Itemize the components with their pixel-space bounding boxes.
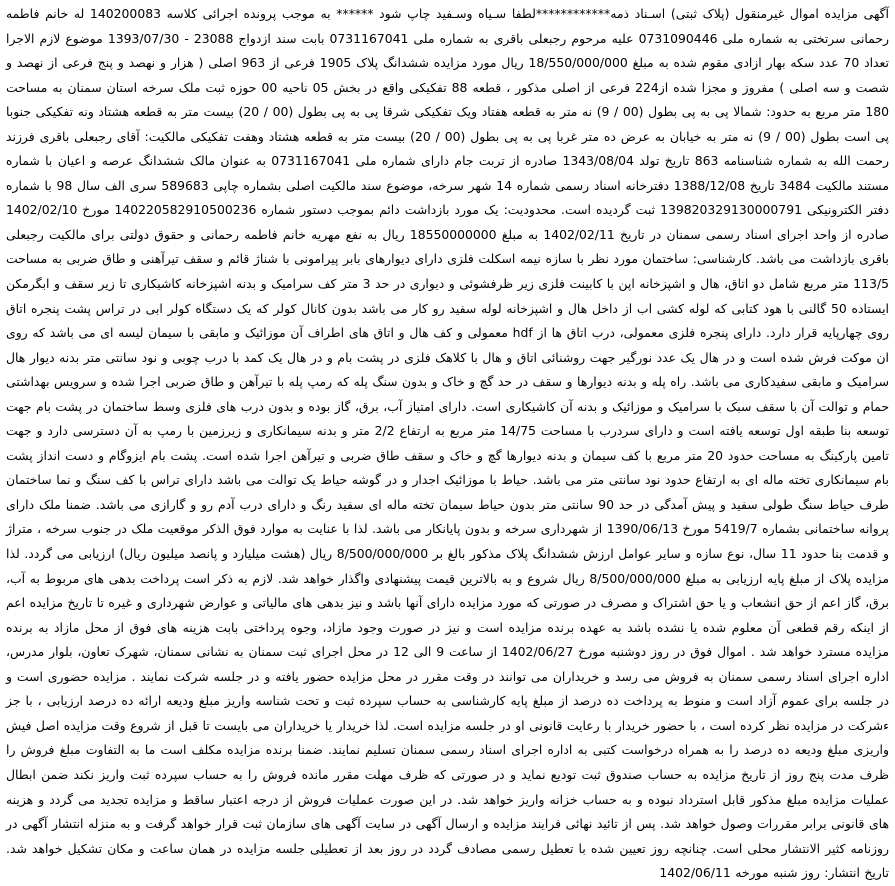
auction-notice-text: آگهی مزایده اموال غیرمنقول (پلاک ثبتی) اسـناد ذمه************لطفا سـیاه وسـفید چاپ شود ****** به موجب پرونده اجرائی کلاسه 140200083 له خانم فاطمه رحمانی سرتختی به شماره ملی 0731090446 علیه مرحوم رجبعلی باقری به شماره ملی 0731167041 بابت سند ازدواج 23088 - 1393/07/30 موضوع لازم الاجرا تعداد 70 عدد سکه بهار ازادی مقوم شده به مبلغ 18/550/000/000 ریال مورد مزایده ششدانگ پلاک 1905 فرعی از 963 اصلی ( هزار و نهصد و پنج فرعی از نهصد و شصت و سه اصلی ) مفروز و مجزا شده از224 فرعی از اصلی مذکور ، قطعه 88 تفکیکی واقع در بخش 05 ناحیه 00 حوزه ثبت ملک سرخه استان سمنان به مساحت 180 متر مربع به حدود: شمالا پی به پی بطول (00 / 9) نه متر به قطعه هفتاد ویک تفکیکی شرقا پی به پی بطول (00 / 20) بیست متر به قطعه هشتاد ونه تفکیکی جنوبا پی است بطول (00 / 9) نه متر به خیابان به عرض ده متر غربا پی به پی بطول (00 / 20) بیست متر به قطعه هشتاد وهفت تفکیکی مالکیت: آقای رجبعلی باقری فرزند رحمت الله به شماره شناسنامه 863 تاریخ تولد 1343/08/04 صادره از تربت جام دارای شماره ملی 0731167041 به عنوان مالک ششدانگ عرصه و اعیان با شماره مستند مالکیت 3484 تاریخ 1388/12/08 دفترخانه اسناد رسمی شماره 14 شهر سرخه، موضوع سند مالکیت اصلی بشماره چاپی 589683 سری الف سال 98 با شماره دفتر الکترونیکی 139820329130000791 ثبت گردیده است. محدودیت: یک مورد بازداشت دائم بموجب دستور شماره 140220582910500236 مورخ 1402/02/10 صادره از واحد اجرای اسناد رسمی سمنان در تاریخ 1402/02/11 به مبلغ 18550000000 ریال به نفع مهریه خانم فاطمه رحمانی و حقوق دولتی برای مالکیت رجبعلی باقری بازداشت می باشد. کارشناسی: ساختمان مورد نظر با سازه نیمه اسکلت فلزی دارای دیوارهای بابر پیرامونی با شناژ قائم و سقف تیرآهنی و طاق ضربی به مساحت 113/5 متر مربع شامل دو اتاق، هال و اشپزخانه اپن با کابینت فلزی زیر ظرفشوئی و دیواری در حد 3 متر کف سرامیک و بدنه اشپزخانه کاشیکاری تا زیر سقف و ابگرمکن ایستاده 50 گالنی با هود کتابی که لوله کشی اب از داخل هال و اشپزخانه لوله سفید رو کار می باشد بدون کانال کولر که یک دستگاه کولر ابی در تراس پشت پنجره اتاق روی چهارپایه قرار دارد. دارای پنجره فلزی معمولی، درب اتاق ها از hdf معمولی و کف هال و اتاق های اطراف آن موزائیک و مابقی با سیمان لیسه ای می باشد که روی ان موکت فرش شده است و در هال یک عدد نورگیر جهت روشنائی اتاق و هال با کلاهک فلزی در پشت بام و در هال یک کمد با درب چوبی و نود سانتی متر بدنه دیوار هال سرامیک و مابقی سفیدکاری می باشد. راه پله و بدنه دیوارها و سقف در حد گچ و خاک و بدون سنگ پله که رمپ پله با تیرآهن و طاق ضربی اجرا شده و سرویس بهداشتی حمام و توالت آن با سقف سبک با سرامیک و موزائیک و بدنه آن کاشیکاری است. دارای امتیاز آب، برق، گاز بوده و بدون درب های فلزی وسط ساختمان در پشت بام جهت توسعه بنا طبقه اول توسعه یافته است و دارای سردرب با مساحت 14/75 متر مربع به ارتفاع 2/2 متر و بدنه سیمانکاری و زیرزمین با رمپ به آن دسترسی دارد و جهت تامین پارکینگ به مساحت حدود 20 متر مربع با کف سیمان و بدنه دیوارها گچ و خاک و سقف طاق ضربی و تیرآهن اجرا شده است. پشت بام ایزوگام و دست انداز پشت بام سیمانکاری تخته ماله ای به ارتفاع حدود نود سانتی متر می باشد. حیاط با موزائیک اجدار و در گوشه حیاط یک توالت می باشد دارای تراس با کف سنگ و نما ساختمان طرف حیاط سنگ طولی سفید و پیش آمدگی در حد 90 سانتی متر بدون حیاط سیمان تخته ماله ای سفید رنگ و دارای درب آدم رو و گارازی می باشد. ضمنا ملک دارای پروانه ساختمانی بشماره 5419/7 مورخ 1390/06/13 از شهرداری سرخه و بدون پایانکار می باشد. لذا با عنایت به موارد فوق الذکر موقعیت ملک در جنوب سرخه ، متراژ و قدمت بنا حدود 11 سال، نوع سازه و سایر عوامل ارزش ششدانگ پلاک مذکور بالغ بر 8/500/000/000 ریال (هشت میلیارد و پانصد میلیون ریال) ارزیابی می گردد. لذا مزایده پلاک از مبلغ پایه ارزیابی به مبلغ 8/500/000/000 ریال شروع و به بالاترین قیمت پیشنهادی واگذار خواهد شد. لازم به ذکر است پرداخت بدهی های مربوط به آب، برق، گاز اعم از حق انشعاب و یا حق اشتراک و مصرف در صورتی که مورد مزایده دارای آنها باشد و نیز بدهی های مالیاتی و عوارض شهرداری و غیره تا تاریخ مزایده اعم از اینکه رقم قطعی آن معلوم شده یا نشده باشد به عهده برنده مزایده است و نیز در صورت وجود مازاد، وجوه پرداختی بابت هزینه های فوق از محل مازاد به برنده مزایده مسترد خواهد شد . اموال فوق در روز دوشنبه مورخ 1402/06/27 از ساعت 9 الی 12 در محل اجرای ثبت سمنان به نشانی سمنان، شهرک تعاون، بلوار مدرس، اداره اجرای اسناد رسمی سمنان به فروش می رسد و خریداران می توانند در وقت مقرر در محل مزایده حضور یافته و در جلسه شرکت نمایند . مزایده حضوری است و در جلسه برای عموم آزاد است و منوط به پرداخت ده درصد از مبلغ پایه کارشناسی به حساب سپرده ثبت و تحت شناسه واریز مبلغ ودیعه ارائه ده درصد ارزیابی ، با جز ءشرکت در مزایده نظر کرده است ، با حضور خریدار با رعایت قانونی او در جلسه مزایده است. لذا خریدار یا خریداران می بایست تا قبل از شروع وقت مزایده اصل فیش واریزی مبلغ ودیعه ده درصد را به همراه درخواست کتبی به اداره اجرای اسناد رسمی سمنان تسلیم نمایند. ضمنا برنده مزایده مکلف است ما به التفاوت مبلغ فروش را ظرف مدت پنج روز از تاریخ مزایده به حساب صندوق ثبت تودیع نماید و در صورتی که ظرف مهلت مقرر مانده فروش را به حساب سپرده ثبت واریز نکند ضمن ابطال عملیات مزایده مبلغ مذکور قابل استرداد نبوده و به حساب خزانه واریز خواهد شد. در این صورت عملیات فروش از درجه اعتبار ساقط و مزایده تجدید می گردد و هزینه های قانونی برابر مقررات وصول خواهد شد. پس از تائید نهائی فرایند مزایده و ارسال آگهی در سایت آگهی های سازمان ثبت قرار خواهد گرفت و به منزله انتشار آگهی در روزنامه کثیر الانتشار محلی است. چنانچه روز تعیین شده با تعطیل رسمی مصادف گردد در روز بعد از تعطیلی جلسه مزایده در همان ساعت و مکان تشکیل خواهد شد. تاریخ انتشار: روز شنبه مورخه 1402/06/11	[6, 6, 890, 881]
